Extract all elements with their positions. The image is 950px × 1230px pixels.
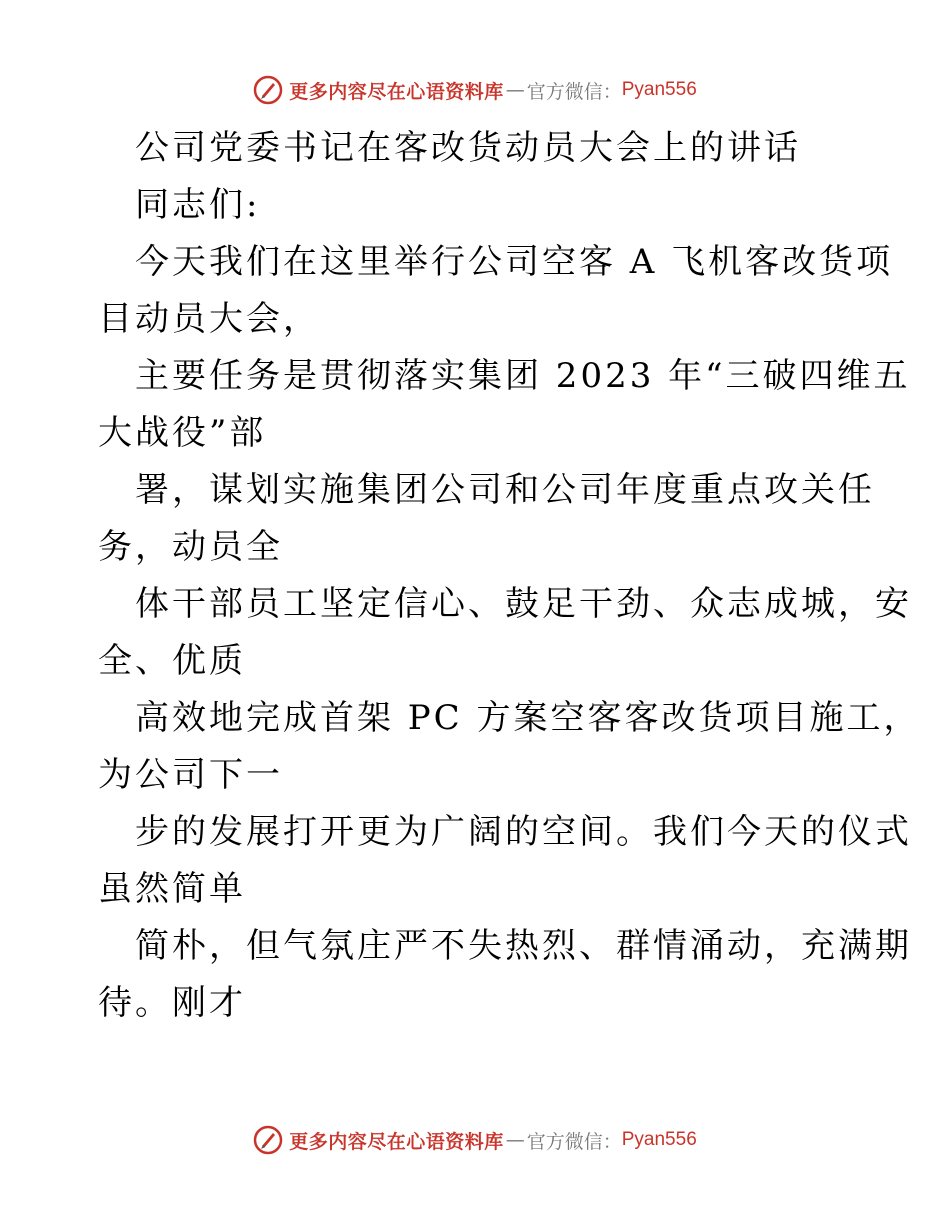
paragraph-line: 主要任务是贯彻落实集团 2023 年“三破四维五 [135,356,911,396]
paragraph-line: 务，动员全 [98,527,283,567]
paragraph-line: 虽然简单 [98,869,246,909]
footer-watermark [0,1120,950,1160]
watermark-contact-label: 官方微信： [526,80,622,103]
watermark-separator: — [505,1129,525,1151]
paragraph-line: 大战役”部 [98,413,267,453]
watermark-text: 更多内容尽在心语资料库 [289,1130,504,1153]
document-title: 公司党委书记在客改货动员大会上的讲话 [135,128,801,168]
quill-logo-icon [253,75,283,105]
paragraph-line: 简朴，但气氛庄严不失热烈、群情涌动，充满期 [135,926,912,966]
paragraph-line: 步的发展打开更为广阔的空间。我们今天的仪式 [135,812,912,852]
salutation: 同志们: [135,185,261,225]
watermark-text: 更多内容尽在心语资料库 [289,80,504,103]
paragraph-line: 今天我们在这里举行公司空客 A 飞机客改货项 [135,242,894,282]
quill-logo-icon [253,1125,283,1155]
paragraph-line: 高效地完成首架 PC 方案空客客改货项目施工， [135,698,921,738]
paragraph-line: 为公司下一 [98,755,283,795]
watermark-contact-label: 官方微信： [526,1130,622,1153]
paragraph-line: 体干部员工坚定信心、鼓足干劲、众志成城，安 [135,584,912,624]
watermark-contact-id: Pyan556 [621,79,697,100]
document-body [98,120,921,1032]
paragraph-line: 全、优质 [98,641,246,681]
header-watermark [0,70,950,110]
paragraph-line: 目动员大会， [98,299,320,339]
paragraph-line: 署，谋划实施集团公司和公司年度重点攻关任 [135,470,875,510]
paragraph-line: 待。刚才 [98,983,246,1023]
watermark-contact-id: Pyan556 [621,1129,697,1150]
watermark-separator: — [505,79,525,101]
